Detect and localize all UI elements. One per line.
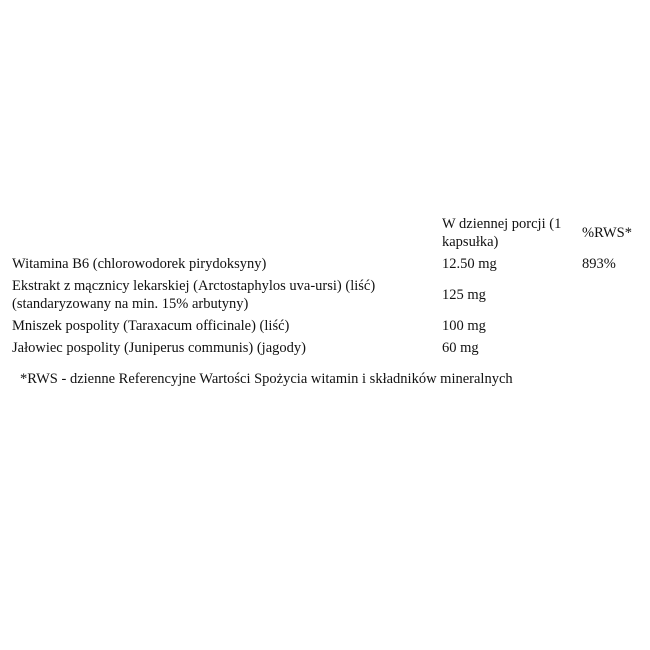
table-row [10, 254, 646, 276]
ingredient-amount: 12.50 mg [442, 256, 497, 272]
ingredient-amount: 125 mg [442, 287, 486, 303]
header-ingredient [10, 215, 440, 254]
ingredient-rws [580, 316, 646, 338]
ingredient-amount: 60 mg [442, 340, 479, 356]
ingredient-rws [580, 276, 646, 316]
table-header-row [10, 215, 646, 254]
ingredient-name: Witamina B6 (chlorowodorek pirydoksyny) [12, 256, 267, 272]
table-row [10, 316, 646, 338]
table-row [10, 276, 646, 316]
ingredient-name: Jałowiec pospolity (Juniperus communis) (jagody) [12, 340, 306, 356]
header-rws: %RWS* [582, 225, 632, 241]
supplement-facts-table [10, 215, 646, 360]
ingredient-amount: 100 mg [442, 318, 486, 334]
ingredient-rws [580, 338, 646, 360]
rws-footnote: *RWS - dzienne Referencyjne Wartości Spożycia witamin i składników mineralnych [20, 371, 513, 387]
ingredient-name: Mniszek pospolity (Taraxacum officinale) (liść) [12, 318, 290, 334]
table-row [10, 338, 646, 360]
ingredient-rws: 893% [582, 256, 616, 272]
supplement-facts-table-container [10, 215, 646, 360]
ingredient-name: Ekstrakt z mącznicy lekarskiej (Arctostaphylos uva-ursi) (liść) (standaryzowany na min. 15% arbutyny) [12, 278, 376, 312]
header-daily-portion: W dziennej porcji (1 kapsułka) [442, 216, 562, 250]
